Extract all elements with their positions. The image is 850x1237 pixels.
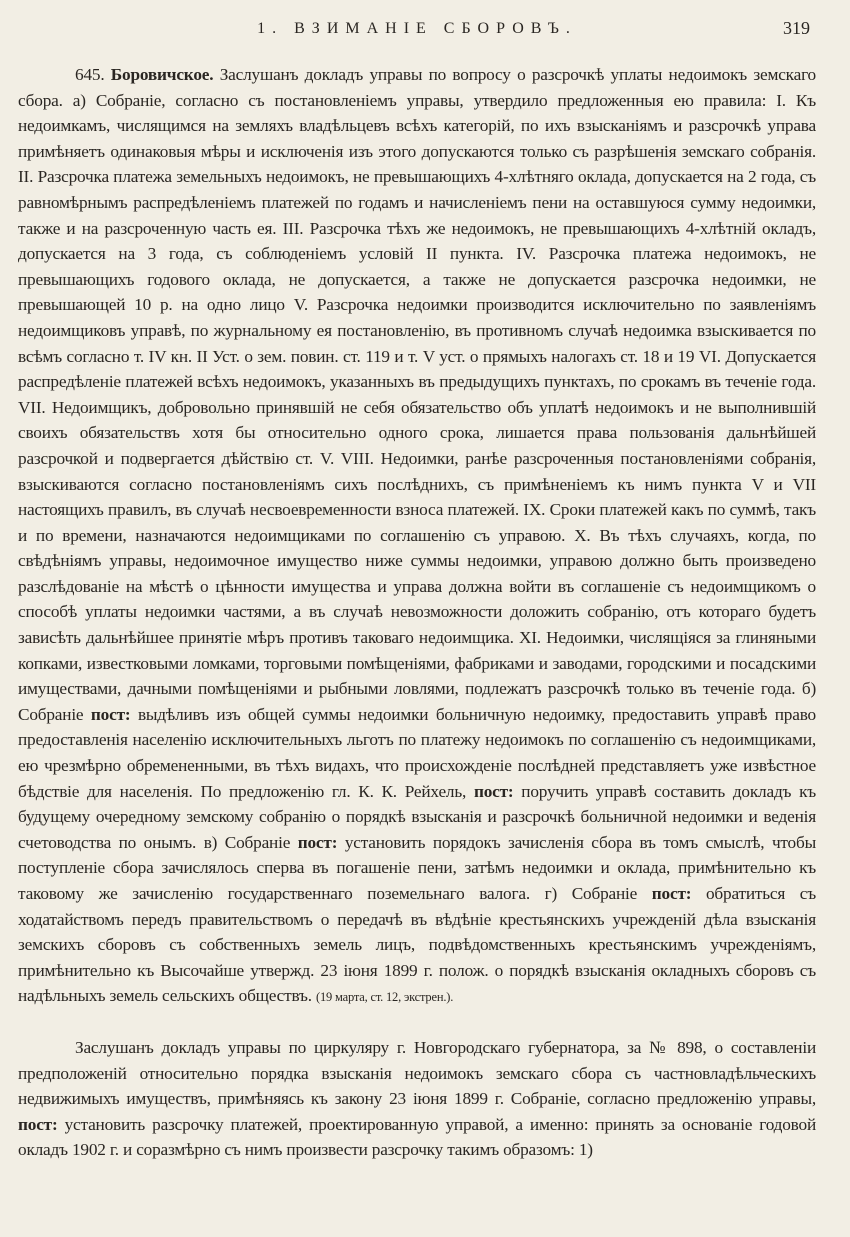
entry-text-d: установить порядокъ зачисленія сбора въ томъ смыслѣ, чтобы поступленіе сбора зачислялось сперва въ погашеніе пени, затѣмъ недоимки и оклада, примѣнительно къ таковому же зачисленію государственнаго поземельнаго валога. г) Собраніе [18,832,817,903]
entry-text-b: выдѣливъ изъ общей суммы недоимки больничную недоимку, предоставить управѣ право предоставленія населенію исключительныхъ льготъ по платежу недоимокъ по соглашенію съ недоимщиками, ею чрезмѣрно обремененными, въ тѣхъ видахъ, что происхожденіе послѣдней представляетъ уже извѣстное бѣдствіе для населенія. По предложенію гл. К. К. Рейхель, [18,704,816,801]
resolution-marker: пост: [90,704,131,724]
second-text-a: Заслушанъ докладъ управы по циркуляру г. Новгородскаго губернатора, за № 898, о составленіи предположеній относительно порядка взысканія недоимокъ земскаго сбора съ частновладѣльческихъ недвижимыхъ имуществъ, примѣняясь къ закону 23 іюня 1899 г. Собраніе, согласно предложенію управы, [18,1037,816,1109]
second-text-b: установить разсрочку платежей, проектированную управой, а именно: принять за основаніе годовой окладъ 1902 г. и соразмѣрно съ нимъ произвести разсрочку такимъ образомъ: 1) [18,1114,816,1160]
entry-645-paragraph [18,62,816,1011]
entry-place: Боровичское. [110,65,214,84]
resolution-marker: пост: [473,781,514,801]
session-citation: (19 марта, ст. 12, экстрен.). [316,990,454,1005]
resolution-marker: пост: [651,884,692,903]
second-paragraph [18,1035,816,1163]
running-head-title: 1. ВЗИМАНІЕ СБОРОВЪ. [257,20,577,37]
entry-text-a: Заслушанъ докладъ управы по вопросу о разсрочкѣ уплаты недоимокъ земскаго сбора. а) Собраніе, согласно съ постановленіемъ управы, утвердило предложенныя ею правила: I. Къ недоимкамъ, числящимся на земляхъ владѣльцевъ всѣхъ категорій, по ихъ взысканіямъ и разсрочкѣ управа примѣняетъ одинаковыя мѣры и исключенія изъ этого допускаются только съ разрѣшенія земскаго собранія. II. Разсрочка платежа земельныхъ недоимокъ, не превышающихъ 4-хлѣтняго оклада, допускается на 2 года, съ равномѣрнымъ распредѣленіемъ платежей по годамъ и начисленіемъ пени на оставшуюся сумму недоимки, также и на разсроченную часть ея. III. Разсрочка тѣхъ же недоимокъ, не превышающихъ 4-хлѣтній окладъ, допускается на 3 года, съ соблюденіемъ условій II пункта. IV. Разсрочка платежа недоимокъ, не превышающихъ годового оклада, не допускается, а также не допускается разсрочка недоимки, не превышающей 10 р. на одно лицо V. Разсрочка недоимки производится исключительно по заявленіямъ недоимщиковъ управѣ, по журнальному ея постановленію, въ противномъ случаѣ недоимка взыскивается по всѣмъ согласно т. IV кн. II Уст. о зем. повин. ст. 119 и т. V уст. о прямыхъ налогахъ ст. 18 и 19 VI. Допускается распредѣленіе платежей всѣхъ недоимокъ, указанныхъ въ предыдущихъ пунктахъ, по срокамъ въ теченіе года. VII. Недоимщикъ, добровольно принявшій не себя обязательство объ уплатѣ недоимокъ и не выполнившій своихъ обязательствъ хотя бы относительно одного срока, лишается права пользованія дальнѣйшей разсрочкой и подвергается дѣйствію ст. V. VIII. Недоимки, ранѣе разсроченныя постановленіями собранія, взыскиваются согласно постановленіямъ сихъ послѣднихъ, съ примѣненіемъ къ нимъ пункта V и VII настоящихъ правилъ, въ случаѣ несвоевременности взноса платежей. IX. Сроки платежей какъ по суммѣ, такъ и по времени, назначаются недоимщиками по соглашенію съ управою. X. Въ тѣхъ случаяхъ, когда, по свѣдѣніямъ управы, недоимочное имущество ниже суммы недоимки, управою должно быть произведено разслѣдованіе на мѣстѣ о цѣнности имущества и управа должна войти въ соглашеніе съ недоимщикомъ о способѣ уплаты недоимки частями, а въ случаѣ невозможности доложить собранію, отъ котораго будетъ зависѣть дальнѣйшее принятіе мѣръ противъ таковаго недоимщика. XI. Недоимки, числящіяся за глиняными копками, известковыми ломками, торговыми помѣщеніями, фабриками и заводами, городскими и посадскими имуществами, дачными помѣщеніями и рыбными ловлями, подлежатъ разсрочкѣ только въ теченіе года. б) Собраніе [18,65,816,724]
entry-text-e: обратиться съ ходатайствомъ передъ правительствомъ о передачѣ въ вѣдѣніе крестьянскихъ учрежденій дѣла взысканія земскихъ сборовъ съ собственныхъ земель лицъ, подвѣдомственныхъ крестьянскимъ учрежденіямъ, примѣнительно къ Высочайше утвержд. 23 іюня 1899 г. полож. о порядкѣ взысканія окладныхъ сборовъ съ надѣльныхъ земель сельскихъ обществъ. [18,884,816,1006]
body-text [18,62,816,1163]
entry-number: 645. [75,65,105,84]
page-number: 319 [783,18,810,38]
entry-text-c: поручить управѣ составить докладъ къ будущему очередному земскому собранію о порядкѣ взысканія и разсрочкѣ больничной недоимки и веденія счетоводства по онымъ. в) Собраніе [18,781,817,852]
running-head [18,16,816,50]
resolution-marker: пост: [18,1114,58,1134]
resolution-marker: пост: [297,832,338,852]
